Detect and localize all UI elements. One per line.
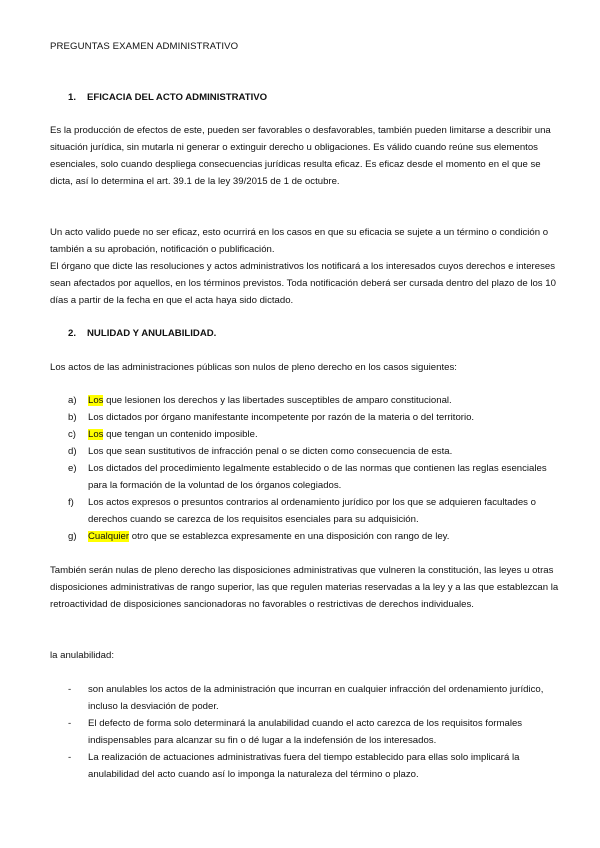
list-item	[68, 494, 562, 528]
bullet-text: El defecto de forma solo determinará la anulabilidad cuando el acto carezca de los requisitos formales indispensables para alcanzar su fin o dé lugar a la indefensión de los interesados.	[88, 718, 523, 746]
bullet-marker: -	[68, 684, 72, 695]
nulidad-list	[68, 392, 562, 545]
list-item	[68, 409, 562, 426]
list-item	[68, 460, 562, 494]
nulas-paragraph: También serán nulas de pleno derecho las disposiciones administrativas que vulneren la constitución, las leyes u otras disposiciones administrativas de rango superior, las que regulen materias reservadas a la ley y a las que establezcan la retroactividad de disposiciones sancionadoras no favorables o restrictivas de derechos individuales.	[50, 565, 559, 610]
bullet-text: son anulables los actos de la administración que incurran en cualquier infracción del ordenamiento jurídico, incluso la desviación de poder.	[88, 684, 544, 712]
section1-paragraph-1	[50, 122, 562, 190]
list-item-text: Los que sean sustitutivos de infracción penal o se dicten como consecuencia de esta.	[88, 446, 453, 457]
bullet-marker: -	[68, 718, 72, 729]
section1-paragraph-2	[50, 224, 562, 309]
list-item-text: Los actos expresos o presuntos contrarios al ordenamiento jurídico por los que se adquieren facultades o derechos cuando se carezca de los requisitos esenciales para su adquisición.	[88, 497, 536, 525]
list-item	[68, 392, 562, 409]
document-title: PREGUNTAS EXAMEN ADMINISTRATIVO	[50, 41, 239, 52]
list-marker: d)	[68, 446, 77, 457]
bullet-text: La realización de actuaciones administrativas fuera del tiempo establecido para ellas solo implicará la anulabilidad del acto cuando así lo imponga la naturaleza del término o plazo.	[88, 752, 520, 780]
list-item	[68, 528, 562, 545]
section2-heading-text: NULIDAD Y ANULABILIDAD.	[87, 328, 217, 339]
anulabilidad-list	[68, 681, 562, 783]
bullet-item	[68, 715, 562, 749]
section1-para2b-text: El órgano que dicte las resoluciones y actos administrativos los notificará a los interesados cuyos derechos e intereses sean afectados por aquellos, en los términos previstos. Toda notificación deberá ser cursada dentro del plazo de los 10 días a partir de la fecha en que el acta haya sido dictado.	[50, 261, 556, 306]
highlighted-word: Los	[88, 395, 104, 406]
list-marker: b)	[68, 412, 77, 423]
list-item-text: Los dictados por órgano manifestante incompetente por razón de la materia o del territorio.	[88, 412, 475, 423]
section1-para2a-text: Un acto valido puede no ser eficaz, esto ocurrirá en los casos en que su eficacia se sujete a un término o condición o también a su aprobación, notificación o publificación.	[50, 227, 549, 255]
list-marker: g)	[68, 531, 77, 542]
section1-heading	[68, 89, 267, 106]
section2-number: 2.	[68, 328, 77, 339]
list-item-text: que lesionen los derechos y las libertades susceptibles de amparo constitucional.	[103, 395, 452, 406]
section1-heading-text: EFICACIA DEL ACTO ADMINISTRATIVO	[87, 92, 268, 103]
section2-intro: Los actos de las administraciones públicas son nulos de pleno derecho en los casos siguientes:	[50, 362, 457, 373]
bullet-item	[68, 681, 562, 715]
list-marker: c)	[68, 429, 76, 440]
list-marker: a)	[68, 395, 77, 406]
list-item-text: Los dictados del procedimiento legalmente establecido o de las normas que contienen las reglas esenciales para la formación de la voluntad de los órganos colegiados.	[88, 463, 547, 491]
highlighted-word: Cualquier	[88, 531, 130, 542]
bullet-marker: -	[68, 752, 72, 763]
list-item-text: otro que se establezca expresamente en una disposición con rango de ley.	[129, 531, 450, 542]
section1-para1-text: Es la producción de efectos de este, pueden ser favorables o desfavorables, también pueden limitarse a describir una situación jurídica, sin mutarla ni generar o extinguir derecho u obligaciones. Es válido cuando reúne sus elementos esenciales, solo cuando despliega consecuencias jurídicas resulta eficaz. Es eficaz desde el momento en el que se dicta, así lo determina el art. 39.1 de la ley 39/2015 de 1 de octubre.	[50, 125, 551, 187]
list-item	[68, 426, 562, 443]
section2-heading	[68, 325, 216, 342]
list-item	[68, 443, 562, 460]
anulabilidad-label: la anulabilidad:	[50, 650, 115, 661]
highlighted-word: Los	[88, 429, 104, 440]
list-marker: f)	[68, 497, 74, 508]
list-item-text: que tengan un contenido imposible.	[103, 429, 258, 440]
bullet-item	[68, 749, 562, 783]
section1-number: 1.	[68, 92, 77, 103]
list-marker: e)	[68, 463, 77, 474]
